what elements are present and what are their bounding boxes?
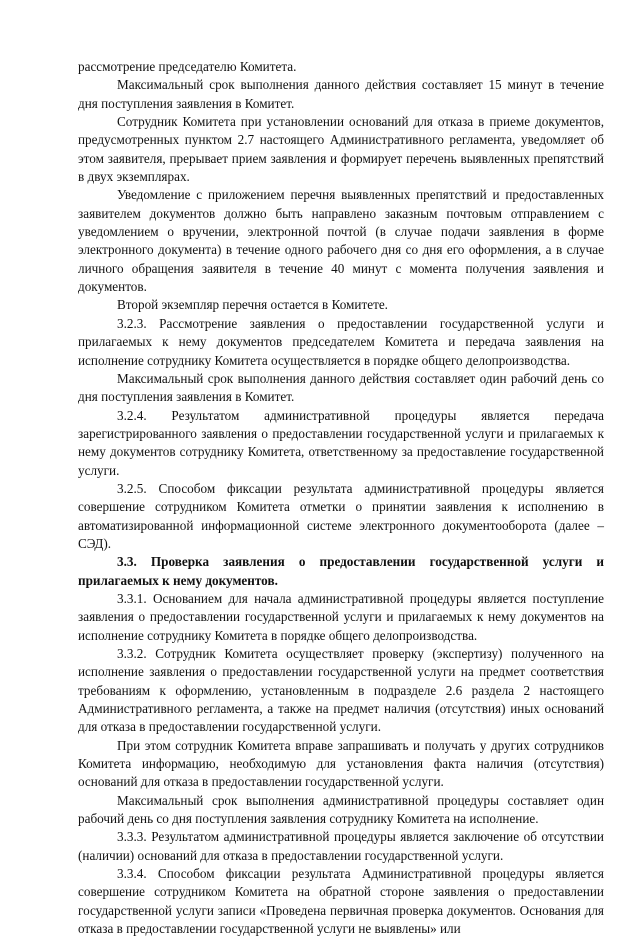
paragraph-14: 3.3.3. Результатом административной процедуры является заключение об отсутствии (наличии) оснований для отказа в предоставлении государственной услуги. bbox=[78, 829, 604, 863]
paragraph-5: 3.2.3. Рассмотрение заявления о предоставлении государственной услуги и прилагаемых к нему документов председателем Комитета и передача заявления на исполнение сотруднику Комитета осуществляется в порядке общего делопроизводства. bbox=[78, 315, 604, 368]
paragraph-0: рассмотрение председателю Комитета. bbox=[78, 59, 297, 74]
paragraph-4: Второй экземпляр перечня остается в Комитете. bbox=[117, 297, 388, 313]
paragraph-8: 3.2.5. Способом фиксации результата административной процедуры является совершение сотрудником Комитета отметки о принятии заявления к исполнению в автоматизированной информационной системе электронного документооборота (далее – СЭД). bbox=[78, 480, 604, 551]
paragraph-11: 3.3.2. Сотрудник Комитета осуществляет проверку (экспертизу) полученного на исполнение заявления о предоставлении государственной услуги на предмет соответствия требованиям к оформлению, установленным в подразделе 2.6 раздела 2 настоящего Административного регламента, а также на предмет наличия (отсутствия) иных оснований для отказа в предоставлении государственной услуги. bbox=[78, 646, 604, 735]
paragraph-12: При этом сотрудник Комитета вправе запрашивать и получать у других сотрудников Комитета информацию, необходимую для установления факта наличия (отсутствия) оснований для отказа в предоставлении государственной услуги. bbox=[78, 737, 604, 790]
document-page bbox=[78, 58, 604, 939]
paragraph-2: Сотрудник Комитета при установлении оснований для отказа в приеме документов, предусмотренных пунктом 2.7 настоящего Административного регламента, уведомляет об этом заявителя, прерывает прием заявления и формирует перечень выявленных препятствий в двух экземплярах. bbox=[78, 114, 604, 185]
paragraph-13: Максимальный срок выполнения административной процедуры составляет один рабочий день со дня поступления заявления сотруднику Комитета на исполнение. bbox=[78, 792, 604, 827]
section-heading-3-3: 3.3. Проверка заявления о предоставлении государственной услуги и прилагаемых к нему документов. bbox=[78, 554, 604, 588]
paragraph-6: Максимальный срок выполнения данного действия составляет один рабочий день со дня поступления заявления в Комитет. bbox=[78, 370, 604, 405]
paragraph-1: Максимальный срок выполнения данного действия составляет 15 минут в течение дня поступления заявления в Комитет. bbox=[78, 77, 604, 111]
paragraph-7: 3.2.4. Результатом административной процедуры является передача зарегистрированного заявления о предоставлении государственной услуги и прилагаемых к нему документов сотруднику Комитета, ответственному за предоставление государственной услуги. bbox=[78, 407, 604, 478]
paragraph-3: Уведомление с приложением перечня выявленных препятствий и предоставленных заявителем документов должно быть направлено заказным почтовым отправлением с уведомлением о вручении, электронной почтой (в случае подачи заявления в форме электронного документа) в течение одного рабочего дня со дня его оформления, а в случае личного обращения заявителя в течение 40 минут с момента получения заявления и документов. bbox=[78, 187, 604, 295]
paragraph-15: 3.3.4. Способом фиксации результата Административной процедуры является совершение сотрудником Комитета на обратной стороне заявления о предоставлении государственной услуги записи «Проведена первичная проверка документов. Основания для отказа в предоставлении государственной услуги не выявлены» или bbox=[78, 866, 604, 937]
paragraph-10: 3.3.1. Основанием для начала административной процедуры является поступление заявления о предоставлении государственной услуги и прилагаемых к нему документов на исполнение сотруднику Комитета в порядке общего делопроизводства. bbox=[78, 590, 604, 643]
